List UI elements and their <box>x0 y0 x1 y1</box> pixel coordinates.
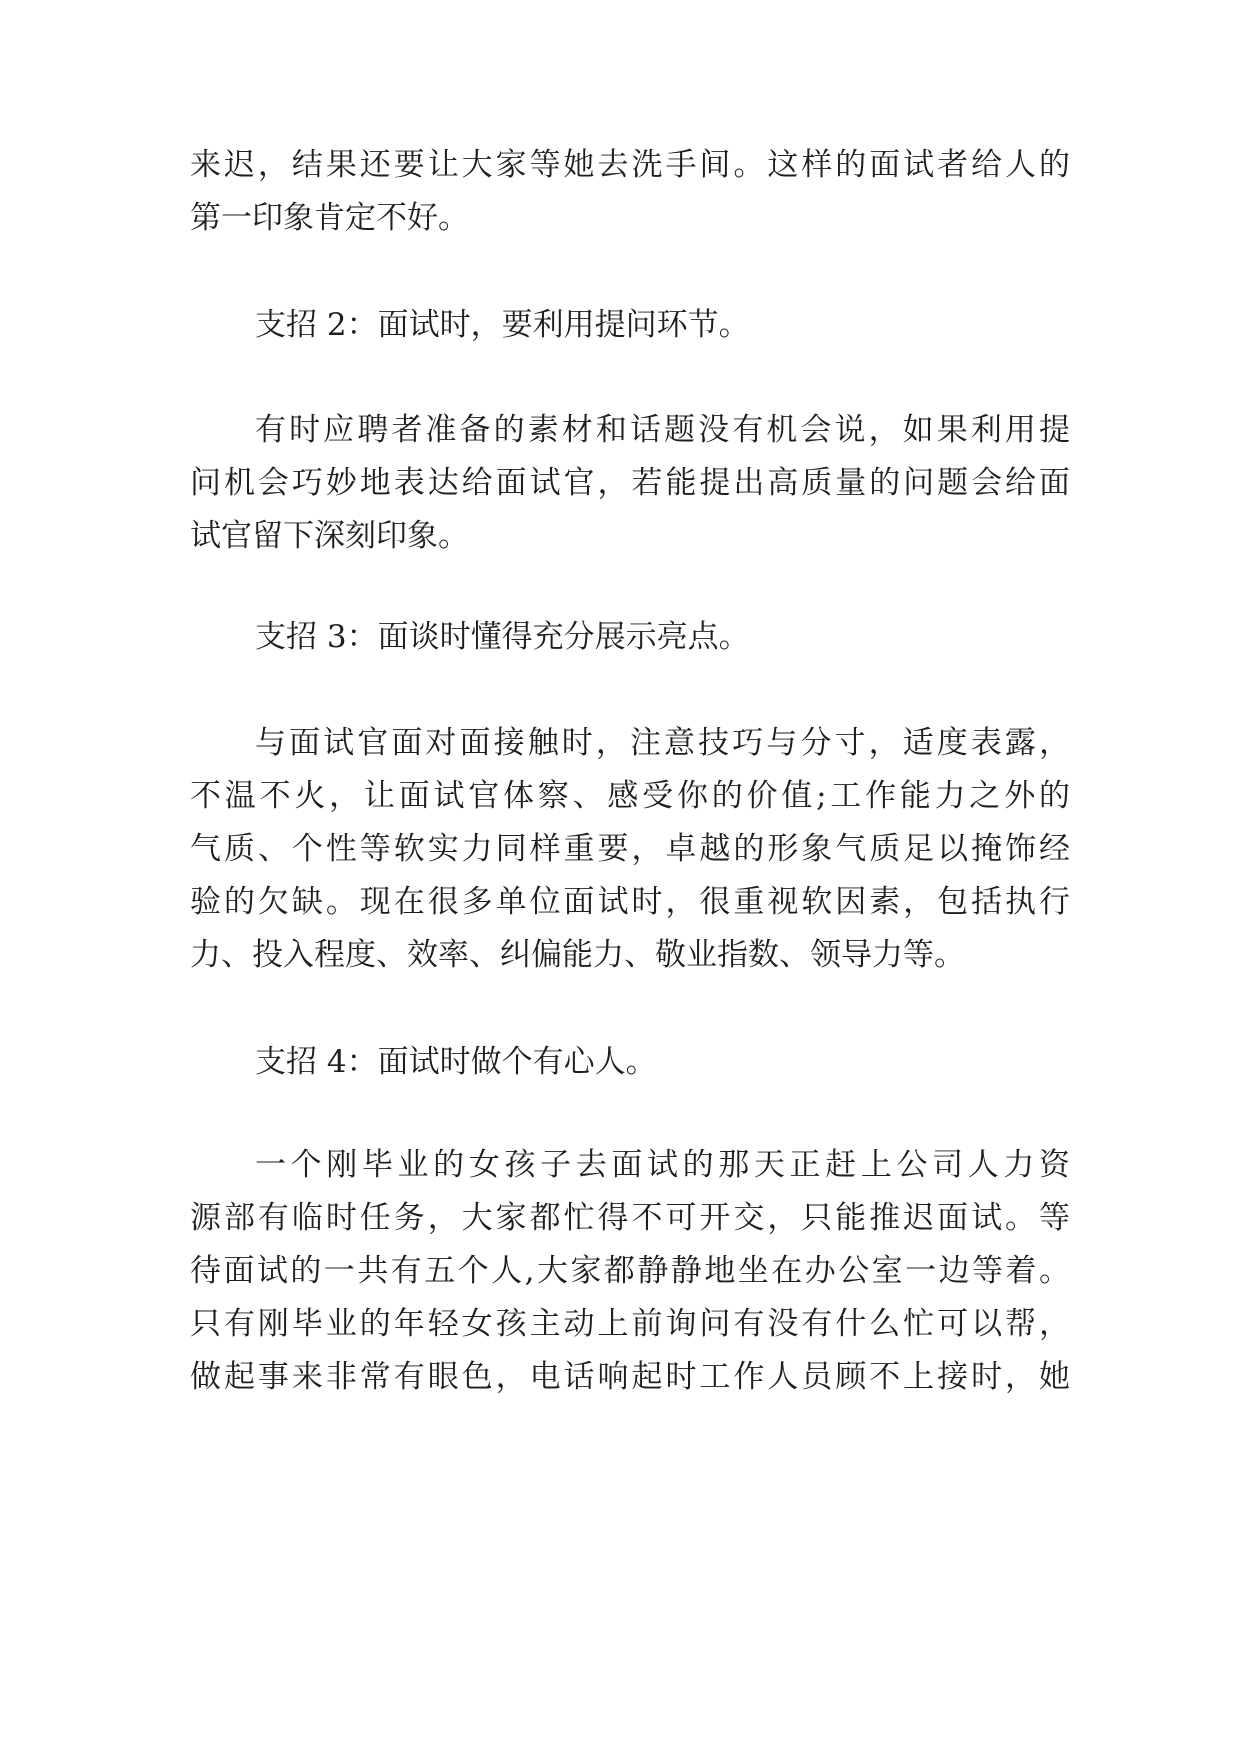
tip-heading-4: 支招 4：面试时做个有心人。 <box>255 1044 657 1080</box>
text-line: 与面试官面对面接触时，注意技巧与分寸，适度表露， <box>255 725 1070 761</box>
text-line: 气质、个性等软实力同样重要，卓越的形象气质足以掩饰经 <box>190 831 1070 867</box>
tip-heading-3: 支招 3：面谈时懂得充分展示亮点。 <box>255 619 750 655</box>
text-line: 第一印象肯定不好。 <box>190 200 469 236</box>
tip-heading-2: 支招 2：面试时，要利用提问环节。 <box>255 307 750 343</box>
text-line: 问机会巧妙地表达给面试官，若能提出高质量的问题会给面 <box>190 465 1070 501</box>
text-line: 不温不火，让面试官体察、感受你的价值;工作能力之外的 <box>190 778 1070 814</box>
text-line: 待面试的一共有五个人,大家都静静地坐在办公室一边等着。 <box>190 1253 1070 1289</box>
text-line: 有时应聘者准备的素材和话题没有机会说，如果利用提 <box>255 412 1070 448</box>
text-line: 一个刚毕业的女孩子去面试的那天正赶上公司人力资 <box>255 1147 1070 1183</box>
text-line: 来迟，结果还要让大家等她去洗手间。这样的面试者给人的 <box>190 147 1070 183</box>
text-line: 做起事来非常有眼色，电话响起时工作人员顾不上接时，她 <box>190 1359 1070 1395</box>
text-line: 源部有临时任务，大家都忙得不可开交，只能推迟面试。等 <box>190 1200 1070 1236</box>
text-line: 只有刚毕业的年轻女孩主动上前询问有没有什么忙可以帮， <box>190 1306 1070 1342</box>
text-line: 试官留下深刻印象。 <box>190 518 469 554</box>
text-line: 力、投入程度、效率、纠偏能力、敬业指数、领导力等。 <box>190 937 965 973</box>
text-line: 验的欠缺。现在很多单位面试时，很重视软因素，包括执行 <box>190 884 1070 920</box>
